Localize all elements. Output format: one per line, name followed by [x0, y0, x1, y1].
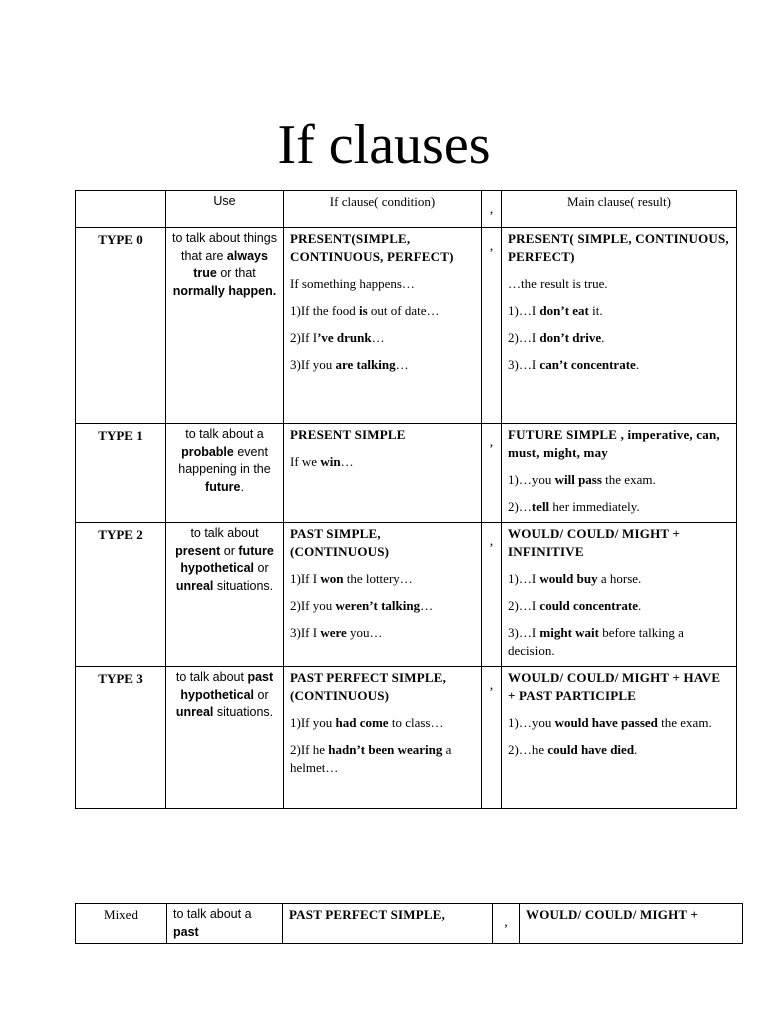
header-type-cell: [76, 191, 166, 228]
text-fragment: unreal: [175, 705, 214, 719]
text-fragment: 3)…I: [508, 357, 540, 372]
row-type-label: TYPE 2: [76, 523, 166, 667]
mixed-use-bold: past: [173, 924, 199, 939]
if-example-line: [290, 597, 475, 615]
main-example-line: [508, 624, 730, 660]
main-example-line: [508, 714, 730, 732]
row-use: [166, 667, 284, 809]
text-fragment: 2)If you: [290, 598, 336, 613]
main-clause-tense: WOULD/ COULD/ MIGHT + HAVE + PAST PARTICIPLE: [508, 670, 721, 703]
text-fragment: the exam.: [601, 472, 656, 487]
text-fragment: …: [340, 454, 354, 469]
comma-mark: ,: [489, 239, 494, 254]
if-example-line: [290, 302, 475, 320]
text-fragment: .: [601, 330, 605, 345]
text-fragment: the lottery…: [343, 571, 413, 586]
mixed-row: [76, 904, 743, 944]
text-fragment: 2)…I: [508, 330, 540, 345]
mixed-comma: [493, 904, 520, 944]
text-fragment: a helmet…: [290, 742, 452, 775]
text-fragment: present: [175, 543, 221, 558]
text-fragment: …: [395, 357, 409, 372]
text-fragment: 3)…I: [508, 625, 540, 640]
text-fragment: had come: [335, 715, 389, 730]
text-fragment: don’t drive: [539, 330, 602, 345]
row-comma: [482, 228, 502, 424]
header-main-clause: Main clause( result): [502, 191, 737, 228]
text-fragment: …: [371, 330, 385, 345]
text-fragment: future hypothetical: [180, 543, 274, 575]
text-fragment: is: [358, 303, 368, 318]
row-comma: [482, 523, 502, 667]
text-fragment: to talk about: [175, 670, 248, 684]
text-fragment: 1)…I: [508, 571, 540, 586]
text-fragment: don’t eat: [539, 303, 589, 318]
text-fragment: …the result is true.: [508, 276, 608, 291]
table-row: [76, 523, 737, 667]
header-if-clause: If clause( condition): [284, 191, 482, 228]
comma-mark: ,: [489, 678, 494, 693]
text-fragment: situations.: [213, 578, 274, 593]
if-example-line: [290, 714, 475, 732]
text-fragment: 1)If the food: [290, 303, 359, 318]
text-fragment: future: [205, 479, 241, 494]
mixed-main-head: WOULD/ COULD/ MIGHT +: [520, 904, 743, 944]
row-main-clause: [502, 523, 737, 667]
header-comma: [482, 191, 502, 228]
text-fragment: to class…: [388, 715, 444, 730]
text-fragment: .: [634, 742, 638, 757]
main-example-line: [508, 302, 730, 320]
row-type-label: TYPE 1: [76, 424, 166, 523]
if-example-line: [290, 741, 475, 777]
main-clause-tense: PRESENT( SIMPLE, CONTINUOUS, PERFECT): [508, 231, 729, 264]
mixed-use: [167, 904, 283, 944]
text-fragment: 2)If I: [290, 330, 318, 345]
row-use: [166, 228, 284, 424]
text-fragment: the exam.: [657, 715, 712, 730]
if-clause-tense: PRESENT(SIMPLE, CONTINUOUS, PERFECT): [290, 231, 454, 264]
page-title: If clauses: [277, 114, 491, 176]
if-clause-tense: PAST PERFECT SIMPLE, (CONTINUOUS): [290, 670, 447, 703]
text-fragment: 1)…I: [508, 303, 540, 318]
text-fragment: you…: [346, 625, 383, 640]
comma-mark: ,: [489, 202, 494, 217]
text-fragment: .: [240, 479, 244, 494]
text-fragment: or: [254, 561, 269, 575]
text-fragment: are talking: [335, 357, 396, 372]
text-fragment: or that: [216, 266, 256, 280]
row-comma: [482, 424, 502, 523]
main-example-line: [508, 570, 730, 588]
text-fragment: were: [320, 625, 347, 640]
row-if-clause: [284, 667, 482, 809]
text-fragment: past hypothetical: [180, 670, 274, 702]
mixed-use-prefix: to talk about a: [173, 907, 252, 921]
if-example-line: [290, 570, 475, 588]
row-main-clause: [502, 667, 737, 809]
text-fragment: probable: [181, 444, 234, 459]
comma-mark: ,: [489, 435, 494, 450]
text-fragment: out of date…: [367, 303, 440, 318]
text-fragment: If something happens…: [290, 276, 415, 291]
text-fragment: could concentrate: [539, 598, 638, 613]
main-example-line: [508, 275, 730, 293]
text-fragment: normally happen.: [172, 283, 277, 298]
text-fragment: would have passed: [554, 715, 658, 730]
comma-mark: ,: [489, 534, 494, 549]
row-if-clause: [284, 523, 482, 667]
text-fragment: would buy: [539, 571, 598, 586]
text-fragment: 1)…you: [508, 472, 555, 487]
text-fragment: …: [420, 598, 434, 613]
text-fragment: always true: [193, 248, 268, 280]
text-fragment: hadn’t been wearing: [328, 742, 443, 757]
text-fragment: win: [320, 454, 341, 469]
text-fragment: 1)…you: [508, 715, 555, 730]
text-fragment: tell: [531, 499, 550, 514]
text-fragment: ’ve drunk: [317, 330, 372, 345]
row-main-clause: [502, 228, 737, 424]
if-clauses-table: [75, 190, 737, 809]
table-header-row: [76, 191, 737, 228]
text-fragment: it.: [588, 303, 603, 318]
text-fragment: event happening in the: [178, 444, 271, 476]
text-fragment: to talk about things that are: [172, 231, 277, 263]
main-example-line: [508, 597, 730, 615]
row-if-clause: [284, 228, 482, 424]
comma-mark: ,: [504, 915, 508, 930]
text-fragment: before talking a decision.: [508, 625, 684, 658]
row-comma: [482, 667, 502, 809]
row-main-clause: [502, 424, 737, 523]
main-example-line: [508, 741, 730, 759]
text-fragment: weren’t talking: [335, 598, 421, 613]
text-fragment: her immediately.: [549, 499, 640, 514]
main-clause-tense: FUTURE SIMPLE , imperative, can, must, might, may: [508, 427, 720, 460]
text-fragment: 3)If I: [290, 625, 321, 640]
text-fragment: 3)If you: [290, 357, 336, 372]
if-example-line: [290, 329, 475, 347]
text-fragment: .: [635, 357, 640, 372]
text-fragment: 1)If I: [290, 571, 321, 586]
text-fragment: situations.: [213, 705, 274, 719]
row-use: [166, 523, 284, 667]
text-fragment: can’t concentrate: [539, 357, 636, 372]
text-fragment: will pass: [554, 472, 602, 487]
text-fragment: won: [320, 571, 344, 586]
mixed-table: [75, 903, 743, 944]
if-example-line: [290, 275, 475, 293]
text-fragment: 2)…I: [508, 598, 540, 613]
text-fragment: 1)If you: [290, 715, 336, 730]
if-example-line: [290, 453, 475, 471]
row-use: [166, 424, 284, 523]
text-fragment: a horse.: [597, 571, 642, 586]
main-example-line: [508, 498, 730, 516]
main-clause-tense: WOULD/ COULD/ MIGHT + INFINITIVE: [508, 526, 681, 559]
text-fragment: to talk about: [190, 526, 259, 540]
text-fragment: If we: [290, 454, 321, 469]
if-clause-tense: PAST SIMPLE, (CONTINUOUS): [290, 526, 390, 559]
table-row: [76, 228, 737, 424]
row-type-label: TYPE 0: [76, 228, 166, 424]
header-use: Use: [166, 191, 284, 228]
text-fragment: to talk about a: [185, 427, 264, 441]
text-fragment: .: [637, 598, 642, 613]
table-row: [76, 667, 737, 809]
if-example-line: [290, 356, 475, 374]
text-fragment: 2)…: [508, 499, 532, 514]
main-example-line: [508, 471, 730, 489]
text-fragment: 2)…he: [508, 742, 548, 757]
row-if-clause: [284, 424, 482, 523]
if-example-line: [290, 624, 475, 642]
text-fragment: or: [220, 543, 239, 558]
text-fragment: could have died: [547, 742, 635, 757]
text-fragment: might wait: [539, 625, 600, 640]
mixed-type: Mixed: [76, 904, 167, 944]
text-fragment: unreal: [175, 578, 214, 593]
main-example-line: [508, 356, 730, 374]
if-clause-tense: PRESENT SIMPLE: [290, 427, 406, 442]
text-fragment: 2)If he: [290, 742, 329, 757]
main-example-line: [508, 329, 730, 347]
text-fragment: or: [254, 687, 269, 702]
row-type-label: TYPE 3: [76, 667, 166, 809]
table-row: [76, 424, 737, 523]
mixed-if-head: PAST PERFECT SIMPLE,: [283, 904, 493, 944]
